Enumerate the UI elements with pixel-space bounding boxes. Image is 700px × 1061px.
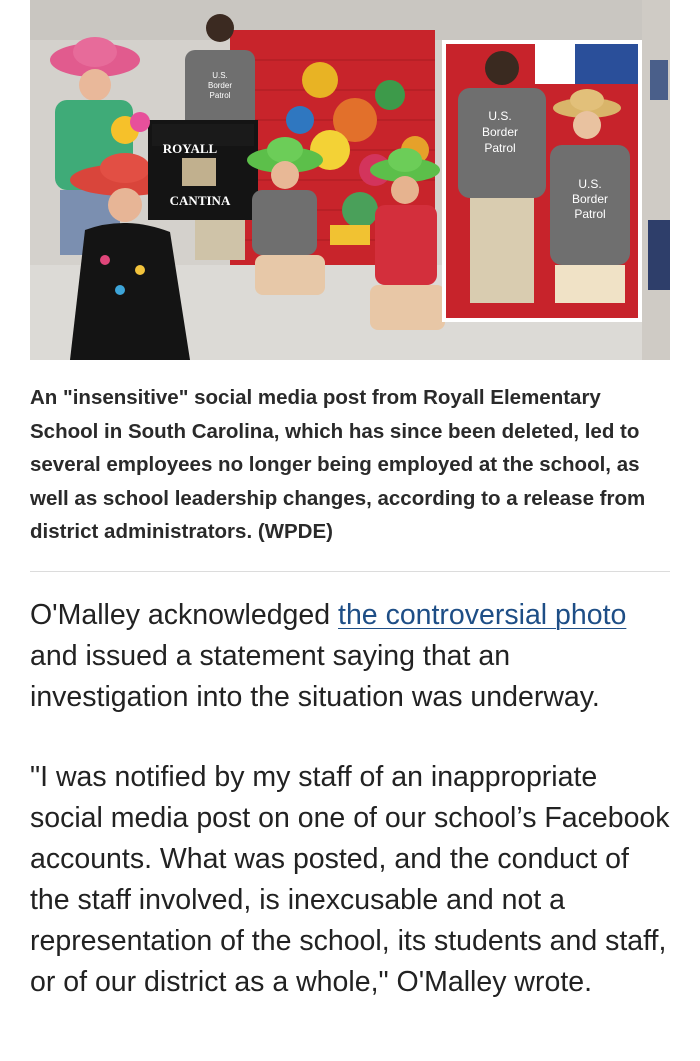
- inset2-shirt-text-1: U.S.: [578, 177, 602, 191]
- sign-line-1: ROYALL: [162, 141, 218, 156]
- inset2-shirt-text-2: Border: [571, 192, 609, 206]
- shirt-text-2: Border: [207, 81, 233, 90]
- photo-caption: An "insensitive" social media post from Royall Elementary School in South Carolina, which has since been deleted, led to several employees no longer being employed at the school, as well as school leadership changes, according to a release from district administrators. (WPDE): [30, 386, 646, 543]
- article-paragraph-2: "I was notified by my staff of an inappropriate social media post on one of our school’s Facebook accounts. What was posted, and the conduct of the staff involved, is inexcusable and not a representation of the school, its students and staff, or of our district as a whole," O'Malley wrote.: [30, 761, 670, 998]
- shirt-text-3: Patrol: [209, 91, 231, 100]
- divider: [30, 571, 670, 572]
- p1-text-after: and issued a statement saying that an investigation into the situation was underway.: [30, 640, 600, 713]
- inset2-shirt-text-3: Patrol: [574, 207, 606, 221]
- p1-text-before: O'Malley acknowledged: [30, 599, 339, 631]
- inset-shirt-text-2: Border: [481, 125, 519, 139]
- controversial-photo-link[interactable]: the controversial photo: [338, 599, 627, 631]
- inset-shirt-text-3: Patrol: [484, 141, 516, 155]
- article-photo[interactable]: [30, 0, 670, 360]
- inset-shirt-text-1: U.S.: [488, 109, 512, 123]
- article-paragraph-1: [30, 595, 675, 718]
- sign-line-2: CANTINA: [169, 193, 231, 208]
- shirt-text-1: U.S.: [212, 71, 228, 80]
